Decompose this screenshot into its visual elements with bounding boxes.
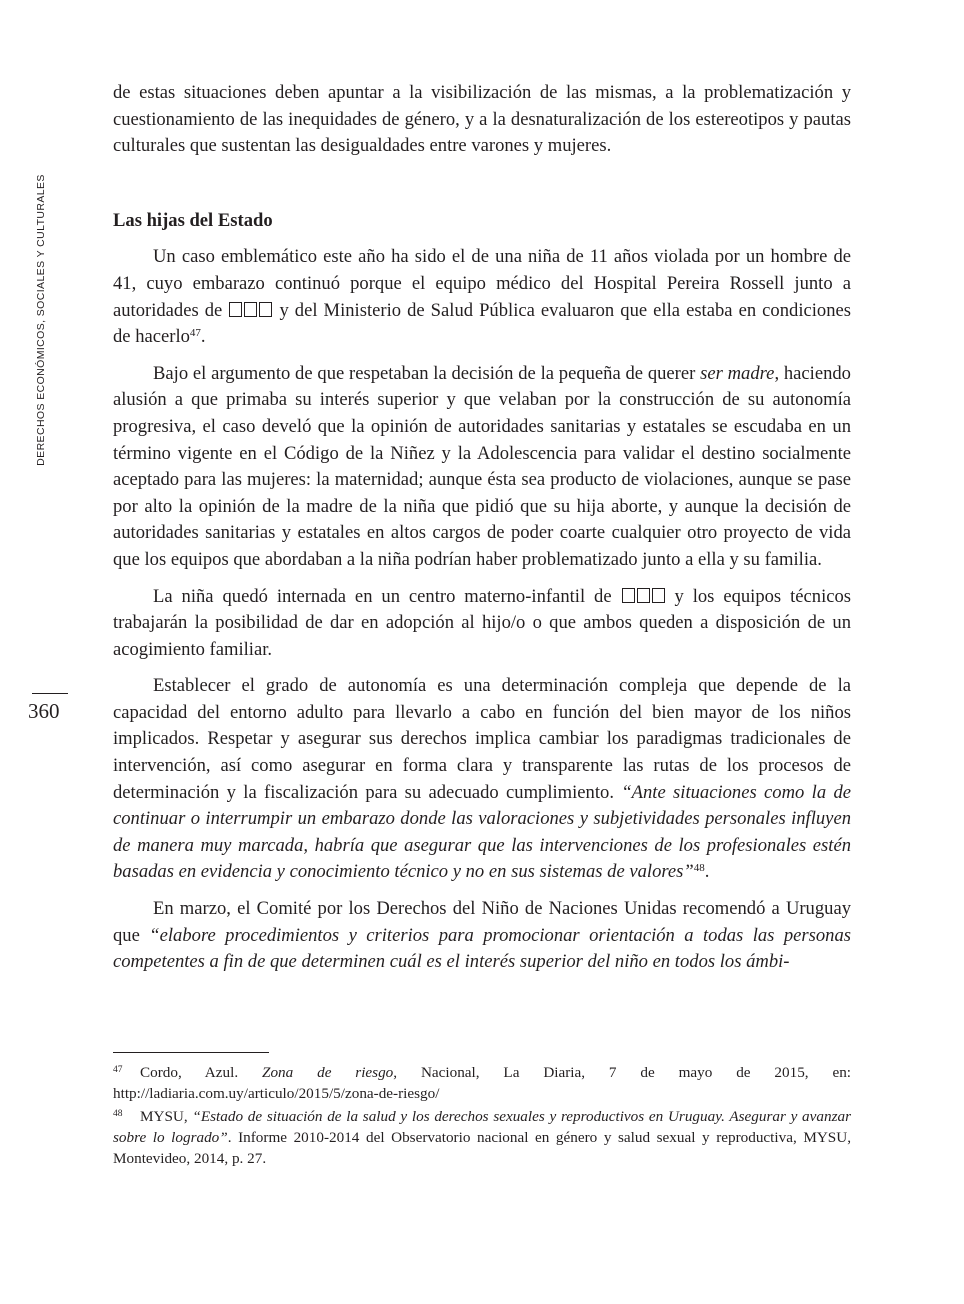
page-number-rule: [32, 693, 68, 694]
paragraph: En marzo, el Comité por los Derechos del Niño de Naciones Unidas recomendó a Uruguay que “elabore procedimientos y criterios para promocionar orientación a todas las personas competentes a fin de que determinen cuál es el interés superior del niño en todos los ámbi-: [113, 898, 852, 973]
paragraph: Bajo el argumento de que respetaban la decisión de la pequeña de querer ser madre, haciendo alusión a que primaba su interés superior y que velaban por la construcción de su autonomía progresiva, el caso develó que la opinión de autoridades sanitarias y estatales se escudaba en un término vigente en el Código de la Niñez y la Adolescencia para validar el destino socialmente aceptado para las mujeres: la maternidad; aunque ésta sea producto de violaciones, aunque se pase por alto la opinión de la madre de la niña que pidió que su hija aborte, y aunque la decisión de autoridades sanitarias y estatales en altos cargos de poder coarte cualquier otro proyecto de vida que los equipos que abordaban a la niña podrían haber problematizado junto a ella y su familia.: [113, 362, 851, 570]
paragraph-continuation: de estas situaciones deben apuntar a la visibilización de las mismas, a la problematización y cuestionamiento de las inequidades de género, y a la desnaturalización de los estereotipos y pautas culturales que sustentan las desigualdades entre varones y mujeres.: [113, 82, 851, 157]
footnotes: [113, 1060, 851, 1169]
paragraph: La niña quedó internada en un centro materno-infantil de y los equipos técnicos trabajarán la posibilidad de dar en adopción al hijo/o o que ambos queden a disposición de un acogimiento familiar.: [113, 585, 852, 660]
paragraph: Un caso emblemático este año ha sido el de una niña de 11 años violada por un hombre de 41, cuyo embarazo continuó porque el equipo médico del Hospital Pereira Rossell junto a autoridades de y del Ministerio de Salud Pública evaluaron que ella estaba en condiciones de hacerlo$^{47}$.: [113, 246, 851, 348]
section-heading: Las hijas del Estado: [113, 209, 273, 231]
footnote-ref: 47: [189, 327, 201, 340]
page-number: 360: [28, 699, 60, 723]
redacted-glyph: [229, 302, 242, 317]
body-text: [113, 80, 851, 976]
running-header-text: DERECHOS ECONÓMICOS, SOCIALES Y CULTURALES: [35, 174, 47, 466]
paragraph: Establecer el grado de autonomía es una determinación compleja que depende de la capacidad del entorno adulto para llevarlo a cabo en función del bien mayor de los niños implicados. Respetar y asegurar sus derechos implica cambiar los paradigmas tradicionales de intervención, así como asegurar en forma clara y transparente las rutas de los procesos de determinación y la fiscalización para su adecuado cumplimiento. “Ante situaciones como la de continuar o interrumpir un embarazo donde las valoraciones y subjetividades personales influyen de manera muy marcada, habría que asegurar que las intervenciones de los profesionales estén basadas en evidencia y conocimiento técnico y no en sus sistemas de valores”$^{48}$.: [113, 675, 851, 883]
redacted-glyph: [652, 588, 665, 603]
footnote: 48 MYSU, “Estado de situación de la salud y los derechos sexuales y reproductivos en Uruguay. Asegurar y avanzar sobre lo logrado”. Informe 2010-2014 del Observatorio nacional en género y salud sexual y reproductiva, MYSU, Montevideo, 2014, p. 27.: [113, 1108, 852, 1167]
redacted-glyph: [622, 588, 635, 603]
redacted-glyph: [637, 588, 650, 603]
redacted-glyph: [244, 302, 257, 317]
footnote-ref: 48: [693, 862, 705, 875]
footnote-rule: [113, 1052, 269, 1053]
redacted-glyph: [259, 302, 272, 317]
footnote: 47 Cordo, Azul. Zona de riesgo, Nacional, La Diaria, 7 de mayo de 2015, en: http://ladiaria.com.uy/articulo/2015/5/zona-de-riesgo/: [113, 1064, 852, 1102]
